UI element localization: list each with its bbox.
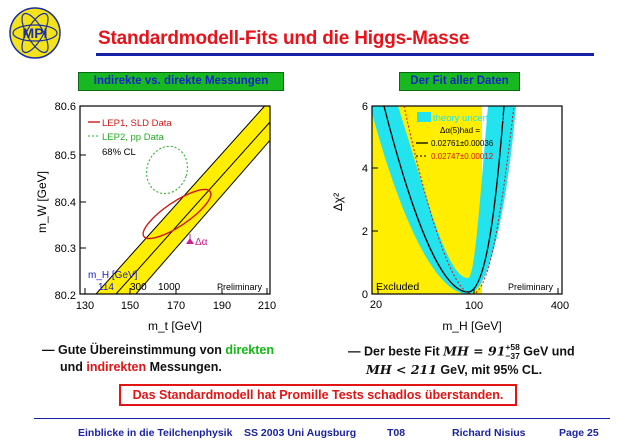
x-tick: 130 (75, 300, 95, 312)
footer-code: T08 (387, 427, 406, 439)
legend-val-2: 0.02747±0.00012 (431, 152, 494, 161)
legend-lep2: LEP2, pp Data (102, 132, 164, 143)
excluded-label: Excluded (376, 281, 420, 293)
y-axis-label: Δχ² (331, 192, 345, 212)
y-tick: 80.6 (54, 101, 76, 113)
mh-value-1000: 1000 (158, 282, 181, 293)
y-tick: 6 (361, 101, 368, 113)
bullet-left: — Gute Übereinstimmung von direkten und indirekten Messungen. (42, 343, 275, 374)
x-tick: 400 (550, 300, 570, 312)
x-tick: 190 (212, 300, 232, 312)
footer-author: Richard Nisius (452, 427, 526, 439)
footer-page: Page 25 (559, 427, 599, 439)
footer-course: Einblicke in die Teilchenphysik (78, 427, 233, 439)
bullet-right: — Der beste Fit MH = 91 +58 −37 GeV und MH < 211 GeV, mit 95% CL. (348, 342, 575, 377)
legend-cl: 68% CL (102, 147, 136, 158)
title-divider (96, 53, 594, 56)
left-panel-label: Indirekte vs. direkte Messungen (78, 72, 284, 91)
legend-lep1: LEP1, SLD Data (102, 118, 172, 129)
x-axis-label: m_H [GeV] (442, 319, 502, 333)
legend-val-1: 0.02761±0.00036 (431, 139, 494, 148)
footer-divider (34, 418, 610, 419)
mh-value-300: 300 (130, 282, 147, 293)
y-tick: 80.4 (54, 197, 76, 209)
preliminary-label: Preliminary (217, 282, 263, 292)
mh-label: m_H [GeV] (88, 270, 138, 281)
y-tick: 2 (361, 226, 368, 238)
preliminary-label: Preliminary (508, 282, 554, 292)
y-tick: 0 (361, 289, 368, 301)
legend-band-swatch (417, 112, 431, 122)
x-axis-label: m_t [GeV] (147, 319, 203, 333)
logo-text: MPI (22, 25, 48, 41)
page-title: Standardmodell-Fits und die Higgs-Masse (98, 28, 470, 49)
x-tick: 170 (166, 300, 186, 312)
x-tick: 150 (120, 300, 140, 312)
mw-vs-mt-plot (30, 98, 290, 338)
y-tick: 80.2 (54, 290, 76, 302)
y-tick: 4 (361, 163, 368, 175)
legend-band: theory uncertainty (433, 113, 509, 124)
footer-term: SS 2003 Uni Augsburg (244, 427, 357, 439)
x-tick: 20 (369, 299, 383, 311)
mpi-logo (8, 6, 62, 60)
legend-alpha: Δα(5)had = (440, 126, 480, 135)
y-tick: 80.3 (54, 243, 76, 255)
delta-chi2-plot (330, 98, 580, 338)
mh-value-114: 114 (98, 282, 114, 293)
delta-alpha-label: Δα (195, 237, 208, 248)
x-tick: 210 (257, 300, 277, 312)
y-axis-label: m_W [GeV] (35, 170, 49, 234)
y-tick: 80.5 (54, 150, 76, 162)
right-panel-label: Der Fit aller Daten (399, 72, 520, 91)
x-tick: 100 (464, 300, 484, 312)
summary-box: Das Standardmodell hat Promille Tests schadlos überstanden. (119, 384, 517, 406)
